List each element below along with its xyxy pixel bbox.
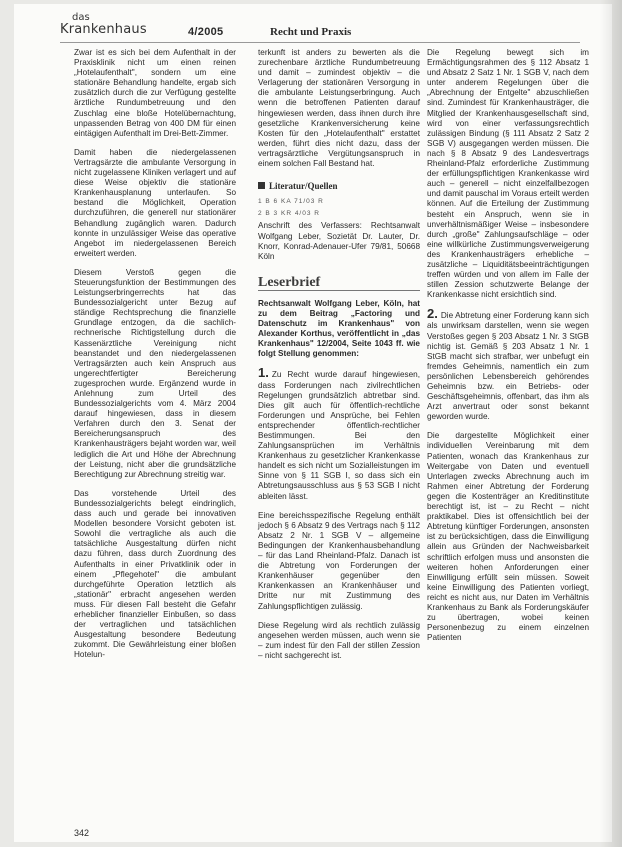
page-header [60,12,580,40]
paragraph: Die dargestellte Möglichkeit einer individuellen Vereinbarung mit dem Patienten, wonach das Krankenhaus zur Weitergabe von Daten und eventuell Unterlagen zwecks Abrechnung auch im Rahmen einer Abtretung der Forderung gegen die Kostenträger an Kreditinstitute berechtigt ist, ist – zu Recht – nicht praktikabel. Dies ist offensichtlich bei der Abtretung künftiger Forderungen, ansonsten ist zu berücksichtigen, dass die Einwilligung allein aus Gründen der Nachweisbarkeit schriftlich erfolgen muss und ansonsten die weiteren hohen Anforderungen einer Einwilligung erfüllt sein müssen. Soweit keine Einwilligung des Patienten vorliegt, reicht es nicht aus, nur Daten im Verhältnis Krankenhaus zu Bank als Forderungskäufer zu übertragen, wobei keinen Personenbezug zu einem einzelnen Patienten [427,431,589,643]
paragraph: Das vorstehende Urteil des Bundessozialgerichts belegt eindringlich, dass auch und gerade bei innovativen Modellen besondere Vorsicht geboten ist. Sowohl die vertragliche als auch die tatsächliche Ausgestaltung dürfen nicht dazu führen, dass durch Zuordnung des Aufenthalts in einer Privatklinik oder in einem „Pflegehotel" die ambulant durchgeführte Operation letztlich als „stationär" erbracht angesehen werden muss. Für diesen Fall besteht die Gefahr erheblicher finanzieller Einbußen, so dass der vertraglichen und tatsächlichen Ausgestaltung besondere Bedeutung zukommt. Die Gewährleistung einer bloßen Hotelun- [74,488,236,660]
leserbrief-rule [258,290,420,291]
paragraph-number: 2. [427,306,438,322]
author-address: Anschrift des Verfassers: Rechtsanwalt Wolfgang Leber, Sozietät Dr. Lauter, Dr. Knorr, Konrad-Adenauer-Ufer 79/81, 50668 Köln [258,221,420,261]
journal-logo [60,12,147,36]
paragraph: Zwar ist es sich bei dem Aufenthalt in der Praxisklinik nicht um einen reinen „Hotelaufenthalt", sondern um eine stationäre Behandlung handelte, ergab sich zusätzlich durch die zur Verfügung gestellte ärztliche Rundumbetreuung und den Zuschlag eine bloße Hotelübernachtung, unpassenden Betrag von 400 DM für einen eintägigen Aufenthalt im Drei-Bett-Zimmer. [74,48,236,138]
header-rule [60,42,580,43]
journal-page [14,4,612,842]
section-title: Recht und Praxis [270,26,352,38]
logo-das: das [72,12,90,23]
column-2 [258,48,420,670]
paragraph [427,306,589,422]
literature-item: 2 B 3 KR 4/03 R [258,210,320,218]
literature-title: Literatur/Quellen [269,181,338,192]
paragraph-text: Die Abtretung einer Forderung kann sich als unwirksam darstellen, wenn sie wegen Verstoßes gegen § 203 Absatz 1 Nr. 3 StGB nichtig ist. Gemäß § 203 Absatz 1 Nr. 1 StGB macht sich strafbar, wer unbefugt ein fremdes Geheimnis, namentlich ein zum persönlichen Lebensbereich gehörendes Geheimnis bzw. ein Betriebs- oder Geschäftsgeheimnis, offenbart, das ihm als Arzt anvertraut oder sonst bekannt geworden wurde. [427,311,589,422]
paragraph [258,365,420,501]
paragraph-text: Zu Recht wurde darauf hingewiesen, dass Forderungen nach zivilrechtlichen Regelungen grundsätzlich abtretbar sind. Dies gilt auch für öffentlich-rechtliche Forderungen und Ansprüche, bei Fehlen entsprechender öffentlich-rechtlicher Bestimmungen. Bei den Zahlungsansprüchen im Verhältnis Krankenhaus zu gesetzlicher Krankenkasse handelt es sich nicht um Sozialleistungen im Sinne von § 11 SGB I, so dass sich ein Abtretungsausschluss aus § 53 SGB I nicht ableiten lässt. [258,370,420,501]
paragraph: Diese Regelung wird als rechtlich zulässig angesehen werden müssen, auch wenn sie – zum indest für den Fall der stillen Zession – nicht sachgerecht ist. [258,620,420,660]
paragraph: Damit haben die niedergelassenen Vertragsärzte die ambulante Versorgung in nicht zugelassene Kliniken verlagert und auf diese Weise objektiv die stationäre Krankenhausplanung unterlaufen. So bestand die Möglichkeit, Operation durchzuführen, die generell nur stationärer Behandlung zugänglich waren. Dadurch konnte in unzulässiger Weise das operative Angebot im niedergelassenen Bereich erweitert werden. [74,147,236,258]
literature-item: 1 B 6 KA 71/03 R [258,198,324,206]
paragraph: Eine bereichsspezifische Regelung enthält jedoch § 6 Absatz 9 des Vertrags nach § 112 Absatz 2 Nr. 1 SGB V – allgemeine Bedingungen der Krankenhausbehandlung – für das Land Rheinland-Pfalz. Danach ist die Abtretung von Forderungen der Krankenhäuser gegenüber den Krankenkassen an Krankenhäuser und Dritte nur mit Zustimmung des Zahlungspflichtigen zulässig. [258,510,420,611]
paragraph: terkunft ist anders zu bewerten als die zurechenbare ärztliche Rundumbetreuung und damit – zumindest objektiv – die Verlagerung der stationären Versorgung in die ambulante Leistungserbringung. Auch wenn die betroffenen Patienten darauf hingewiesen werden, dass ihnen durch ihre gesetzliche Krankenversicherung keine Kosten für den „Hotelaufenthalt" erstattet werden, führt dies nicht dazu, dass der vertragsärztliche Vergütungsanspruch in einem solchen Fall Bestand hat. [258,48,420,169]
paragraph: Diesem Verstoß gegen die Steuerungsfunktion der Bestimmungen des Leistungserbringerrechts hat das Bundessozialgericht unter Bezug auf ständige Rechtsprechung die finanzielle Grundlage entzogen, da die sachlich-rechnerische Richtigstellung durch die Kassenärztliche Vereinigung nicht beanstandet und den niedergelassenen Vertragsärzten auch kein Anspruch aus ungerechtfertigter Bereicherung zugesprochen wurde. Ergänzend wurde in Anlehnung zum Urteil des Bundessozialgerichts vom 4. März 2004 darauf hingewiesen, dass in diesem Verfahren durch den 3. Senat der Bereicherungsanspruch des Krankenhausträgers bejaht worden war, weil lediglich die Art und Höhe der Abrechnung der Leistung, nicht aber die grundsätzliche Berechtigung zur Abrechnung streitig war. [74,267,236,479]
paragraph-number: 1. [258,365,269,381]
issue-number: 4/2005 [188,26,224,38]
column-1 [74,48,236,669]
leserbrief-intro: Rechtsanwalt Wolfgang Leber, Köln, hat zu dem Beitrag „Factoring und Datenschutz im Krankenhaus" von Alexander Korthus, veröffentlicht in „das Krankenhaus" 12/2004, Seite 1043 ff. wie folgt Stellung genommen: [258,298,420,359]
leserbrief-title: Leserbrief [258,274,321,290]
logo-name: Krankenhaus [60,22,147,37]
square-bullet-icon [258,182,265,189]
gutter-shadow [600,0,622,847]
page-number: 342 [74,828,90,838]
literature-heading [258,181,420,191]
paragraph: Die Regelung bewegt sich im Ermächtigungsrahmen des § 112 Absatz 1 und Absatz 2 Satz 1 Nr. 1 SGB V, nach dem unter anderem Regelungen über die „Abrechnung der Entgelte" abzuschließen sind. Zumindest für Krankenhausträger, die Mitglied der Krankenhausgesellschaft sind, wird von einer verfassungsrechtlich zulässigen Bindung (§ 111 Absatz 2 Satz 2 SGB V) ausgegangen werden müssen. Die nach § 8 Absatz 9 des Landesvertrags Rheinland-Pfalz erforderliche Zustimmung der erfüllungspflichtigen Krankenkasse wird auch – generell – nicht einzelfallbezogen und damit pauschal im Voraus erteilt werden können. Auf die Erteilung der Zustimmung besteht ein Anspruch, wenn sie in unverhältnismäßiger Weise – insbesondere durch „große" Zahlungsaufschläge – oder eine willkürliche Zustimmungsverweigerung des Krankenhausträgers erhebliche – zusätzliche – Liquiditätsbeeinträchtigungen treffen würden und von allem im Falle der stillen Zession schutzwerte Belange der Krankenkasse nicht ersichtlich sind. [427,48,589,300]
column-3 [427,48,589,652]
